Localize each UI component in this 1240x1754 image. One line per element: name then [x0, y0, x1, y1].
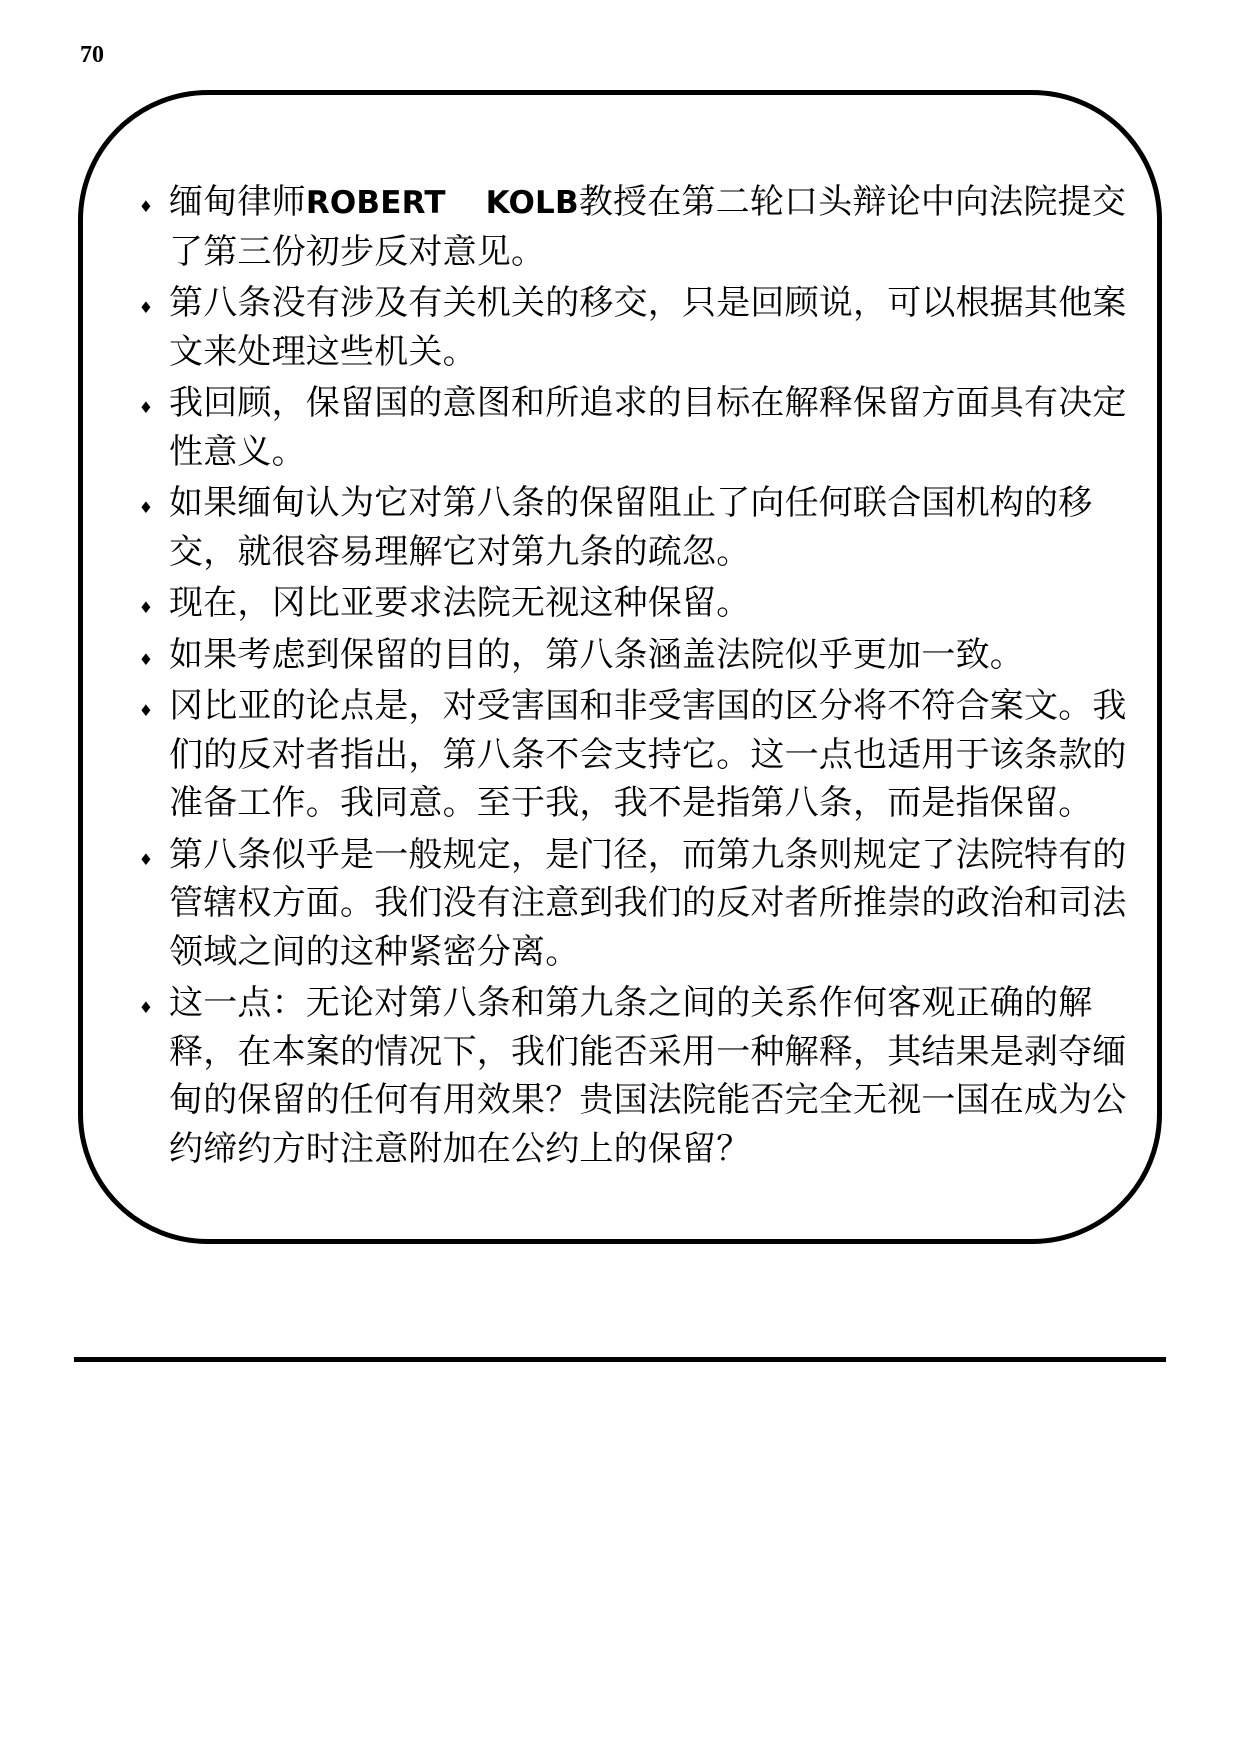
- bullet-item: [131, 831, 1131, 977]
- bullet-text: 我回顾，保留国的意图和所追求的目标在解释保留方面具有决定性意义。: [169, 383, 1127, 472]
- bullet-item: [131, 178, 1131, 276]
- bullet-item: [131, 682, 1131, 828]
- diamond-bullet-icon: ♦: [138, 701, 154, 720]
- bullet-item: [131, 979, 1131, 1173]
- diamond-bullet-icon: ♦: [138, 849, 154, 869]
- lawyer-last-name: KOLB: [485, 185, 579, 221]
- bullet-text: 第八条似乎是一般规定，是门径，而第九条则规定了法院特有的管辖权方面。我们没有注意到我们的反对者所推崇的政治和司法领域之间的这种紧密分离。: [169, 834, 1127, 972]
- bullet-text-suffix: 教授在第二轮口头辩论中向法院提交了第三份初步反对意见。: [169, 182, 1127, 272]
- bullet-text-prefix: 缅甸律师: [169, 182, 306, 222]
- bullet-item: [131, 379, 1131, 476]
- lawyer-first-name: ROBERT: [305, 185, 446, 221]
- footer-divider: [74, 1357, 1166, 1362]
- diamond-bullet-icon: ♦: [138, 998, 154, 1017]
- page-number: 70: [80, 42, 104, 68]
- diamond-bullet-icon: ♦: [138, 649, 154, 669]
- bullet-item: [131, 479, 1131, 576]
- bullet-text: 第八条没有涉及有关机关的移交，只是回顾说，可以根据其他案文来处理这些机关。: [169, 283, 1127, 372]
- bullet-list: [131, 178, 1131, 1176]
- diamond-bullet-icon: ♦: [138, 498, 154, 517]
- diamond-bullet-icon: ♦: [138, 598, 154, 617]
- bullet-text: 现在，冈比亚要求法院无视这种保留。: [169, 583, 751, 623]
- bullet-text: 如果缅甸认为它对第八条的保留阻止了向任何联合国机构的移交，就很容易理解它对第九条的疏忽。: [169, 483, 1093, 572]
- bullet-text: 冈比亚的论点是，对受害国和非受害国的区分将不符合案文。我们的反对者指出，第八条不会支持它。这一点也适用于该条款的准备工作。我同意。至于我，我不是指第八条，而是指保留。: [169, 686, 1127, 823]
- diamond-bullet-icon: ♦: [138, 197, 154, 216]
- diamond-bullet-icon: ♦: [138, 398, 154, 417]
- bullet-item: [131, 579, 1131, 628]
- bullet-text: 如果考虑到保留的目的，第八条涵盖法院似乎更加一致。: [169, 634, 1024, 675]
- bullet-item: [131, 279, 1131, 376]
- diamond-bullet-icon: ♦: [138, 298, 154, 317]
- content-box: [78, 90, 1162, 1244]
- bullet-text: 这一点：无论对第八条和第九条之间的关系作何客观正确的解释，在本案的情况下，我们能否采用一种解释，其结果是剥夺缅甸的保留的任何有用效果？贵国法院能否完全无视一国在成为公约缔约方时注意附加在公约上的保留？: [169, 983, 1127, 1169]
- bullet-item: [131, 631, 1131, 680]
